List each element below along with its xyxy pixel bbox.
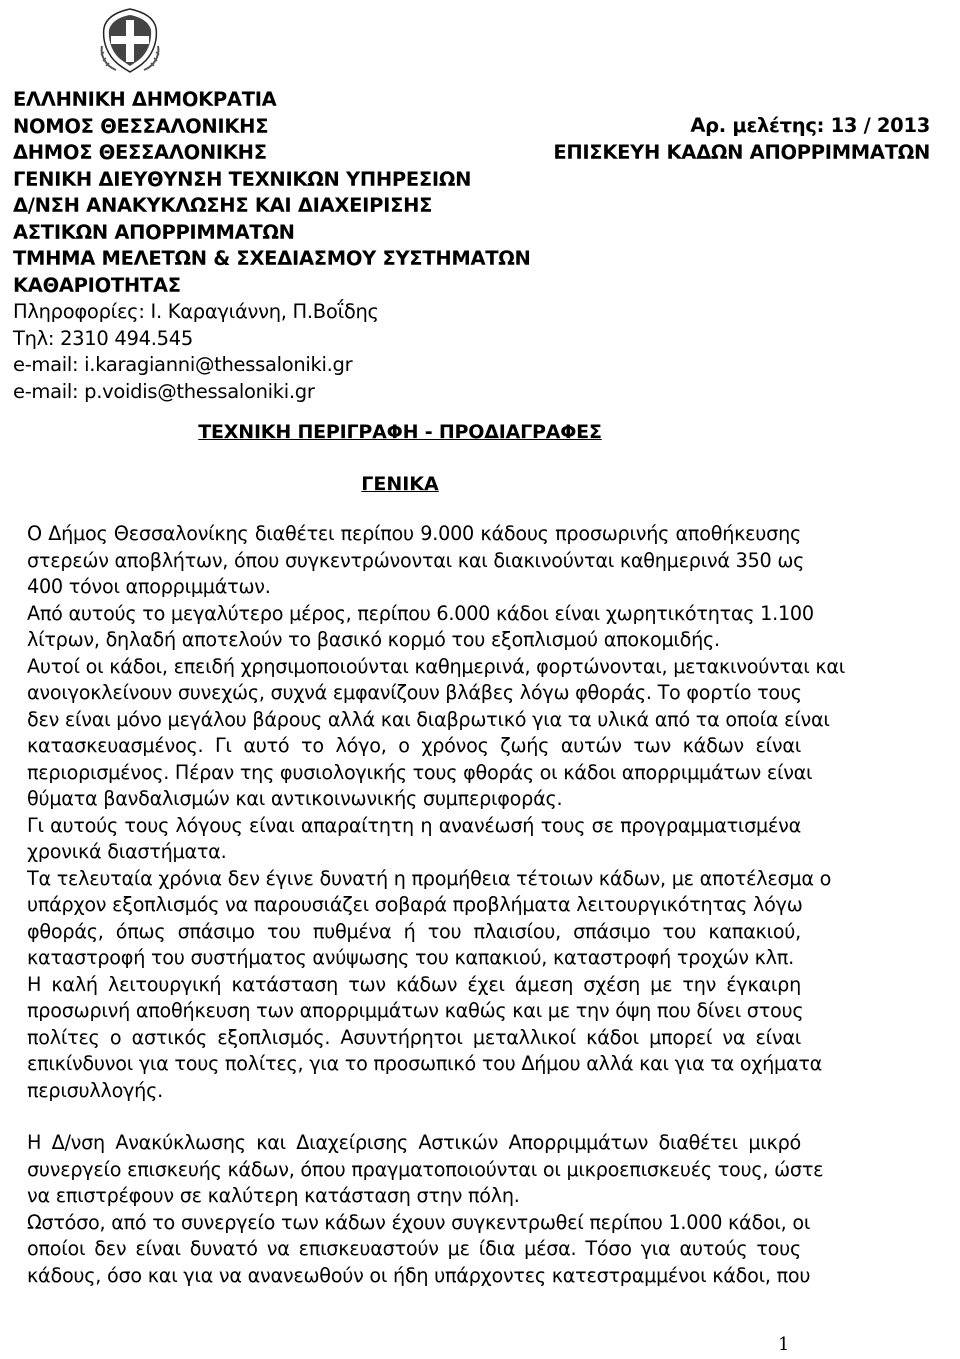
- text-line: χρονικά διαστήματα.: [27, 840, 227, 863]
- text-line: κάδους, όσο και για να ανανεωθούν οι ήδη υπάρχοντες κατεστραμμένοι κάδοι, που: [27, 1263, 811, 1287]
- text-line: περιορισμένος. Πέραν της φυσιολογικής τους φθοράς οι κάδοι απορριμμάτων είναι: [27, 760, 813, 784]
- paragraph: [27, 866, 832, 972]
- contact-phone: Τηλ: 2310 494.545: [13, 326, 193, 350]
- text-line: φθοράς, όπως σπάσιμο του πυθμένα ή του πλαισίου, σπάσιμο του καπακιού,: [27, 919, 801, 943]
- text-line: Ωστόσο, από το συνεργείο των κάδων έχουν συγκεντρωθεί περίπου 1.000 κάδοι, οι: [27, 1210, 811, 1234]
- text-line: Ο Δήμος Θεσσαλονίκης διαθέτει περίπου 9.000 κάδους προσωρινής αποθήκευσης: [27, 522, 801, 545]
- text-line: Γι αυτούς τους λόγους είναι απαραίτητη η ανανέωσή τους σε προγραμματισμένα: [27, 813, 801, 837]
- paragraph: [27, 1130, 824, 1210]
- text-line: θύματα βανδαλισμών και αντικοινωνικής συμπεριφοράς.: [27, 787, 563, 810]
- text-line: ανοιγοκλείνουν συνεχώς, συχνά εμφανίζουν βλάβες λόγω φθοράς. Το φορτίο τους: [27, 681, 802, 704]
- issuer-line: ΕΛΛΗΝΙΚΗ ΔΗΜΟΚΡΑΤΙΑ: [13, 88, 277, 111]
- body-text: [27, 521, 846, 1289]
- section-heading: ΓΕΝΙΚΑ: [361, 473, 439, 495]
- text-line: καταστροφή του συστήματος ανύψωσης του καπακιού, καταστροφή τροχών κλπ.: [27, 946, 794, 969]
- text-line: οποίοι δεν είναι δυνατό να επισκευαστούν με ίδια μέσα. Τόσο για αυτούς τους: [27, 1237, 801, 1260]
- text-line: δεν είναι μόνο μεγάλου βάρους αλλά και διαβρωτικό για τα υλικά από τα οποία είναι: [27, 707, 830, 731]
- paragraph: [27, 972, 823, 1105]
- contact-email: e-mail: p.voidis@thessaloniki.gr: [13, 379, 315, 403]
- issuer-line: ΝΟΜΟΣ ΘΕΣΣΑΛΟΝΙΚΗΣ: [13, 114, 269, 138]
- contact-info: Πληροφορίες: Ι. Καραγιάννη, Π.Βοΐδης: [13, 300, 379, 323]
- paragraph: [27, 1210, 811, 1290]
- text-line: Η καλή λειτουργική κατάσταση των κάδων έχει άμεση σχέση με την έγκαιρη: [27, 972, 801, 996]
- text-line: 400 τόνοι απορριμμάτων.: [27, 575, 271, 598]
- text-line: λίτρων, δηλαδή αποτελούν το βασικό κορμό του εξοπλισμού αποκομιδής.: [27, 628, 720, 651]
- text-line: πολίτες ο αστικός εξοπλισμός. Ασυντήρητοι μεταλλικοί κάδοι μπορεί να είναι: [27, 1025, 801, 1049]
- paragraph: [27, 601, 814, 654]
- text-line: προσωρινή αποθήκευση των απορριμμάτων καθώς και με την όψη που δίνει στους: [27, 999, 804, 1022]
- study-title: ΕΠΙΣΚΕΥΗ ΚΑΔΩΝ ΑΠΟΡΡΙΜΜΑΤΩΝ: [553, 140, 930, 164]
- issuer-line: ΓΕΝΙΚΗ ΔΙΕΥΘΥΝΣΗ ΤΕΧΝΙΚΩΝ ΥΠΗΡΕΣΙΩΝ: [13, 167, 472, 191]
- issuer-block: [13, 87, 573, 405]
- study-block: [553, 113, 930, 166]
- text-line: Τα τελευταία χρόνια δεν έγινε δυνατή η προμήθεια τέτοιων κάδων, με αποτέλεσμα ο: [27, 866, 832, 890]
- text-line: Αυτοί οι κάδοι, επειδή χρησιμοποιούνται καθημερινά, φορτώνονται, μετακινούνται και: [27, 654, 846, 678]
- paragraph-gap: [27, 1104, 801, 1130]
- text-line: Η Δ/νση Ανακύκλωσης και Διαχείρισης Αστικών Απορριμμάτων διαθέτει μικρό: [27, 1131, 801, 1154]
- text-line: κατασκευασμένος. Γι αυτό το λόγο, ο χρόνος ζωής αυτών των κάδων είναι: [27, 734, 801, 757]
- paragraph: [27, 813, 801, 866]
- issuer-line: ΚΑΘΑΡΙΟΤΗΤΑΣ: [13, 273, 181, 297]
- issuer-line: ΔΗΜΟΣ ΘΕΣΣΑΛΟΝΙΚΗΣ: [13, 141, 267, 164]
- study-number: Αρ. μελέτης: 13 / 2013: [690, 114, 930, 137]
- text-line: περισυλλογής.: [27, 1078, 163, 1102]
- issuer-line: ΑΣΤΙΚΩΝ ΑΠΟΡΡΙΜΜΑΤΩΝ: [13, 220, 295, 244]
- issuer-line: Δ/ΝΣΗ ΑΝΑΚΥΚΛΩΣΗΣ ΚΑΙ ΔΙΑΧΕΙΡΙΣΗΣ: [13, 194, 433, 217]
- contact-email: e-mail: i.karagianni@thessaloniki.gr: [13, 353, 353, 376]
- greek-state-emblem-icon: [98, 6, 162, 76]
- text-line: στερεών αποβλήτων, όπου συγκεντρώνονται και διακινούνται καθημερινά 350 ως: [27, 548, 805, 572]
- text-line: να επιστρέφουν σε καλύτερη κατάσταση στην πόλη.: [27, 1184, 520, 1207]
- text-line: επικίνδυνοι για τους πολίτες, για το προσωπικό του Δήμου αλλά και για τα οχήματα: [27, 1052, 823, 1075]
- paragraph: [27, 521, 805, 601]
- document-title: ΤΕΧΝΙΚΗ ΠΕΡΙΓΡΑΦΗ - ΠΡΟΔΙΑΓΡΑΦΕΣ: [198, 421, 602, 443]
- page-number: 1: [778, 1334, 790, 1355]
- text-line: υπάρχον εξοπλισμός να παρουσιάζει σοβαρά προβλήματα λειτουργικότητας λόγω: [27, 893, 803, 916]
- paragraph: [27, 654, 846, 813]
- issuer-line: ΤΜΗΜΑ ΜΕΛΕΤΩΝ & ΣΧΕΔΙΑΣΜΟΥ ΣΥΣΤΗΜΑΤΩΝ: [13, 247, 531, 270]
- text-line: συνεργείο επισκευής κάδων, όπου πραγματοποιούνται οι μικροεπισκευές τους, ώστε: [27, 1157, 824, 1181]
- text-line: Από αυτούς το μεγαλύτερο μέρος, περίπου 6.000 κάδοι είναι χωρητικότητας 1.100: [27, 601, 814, 625]
